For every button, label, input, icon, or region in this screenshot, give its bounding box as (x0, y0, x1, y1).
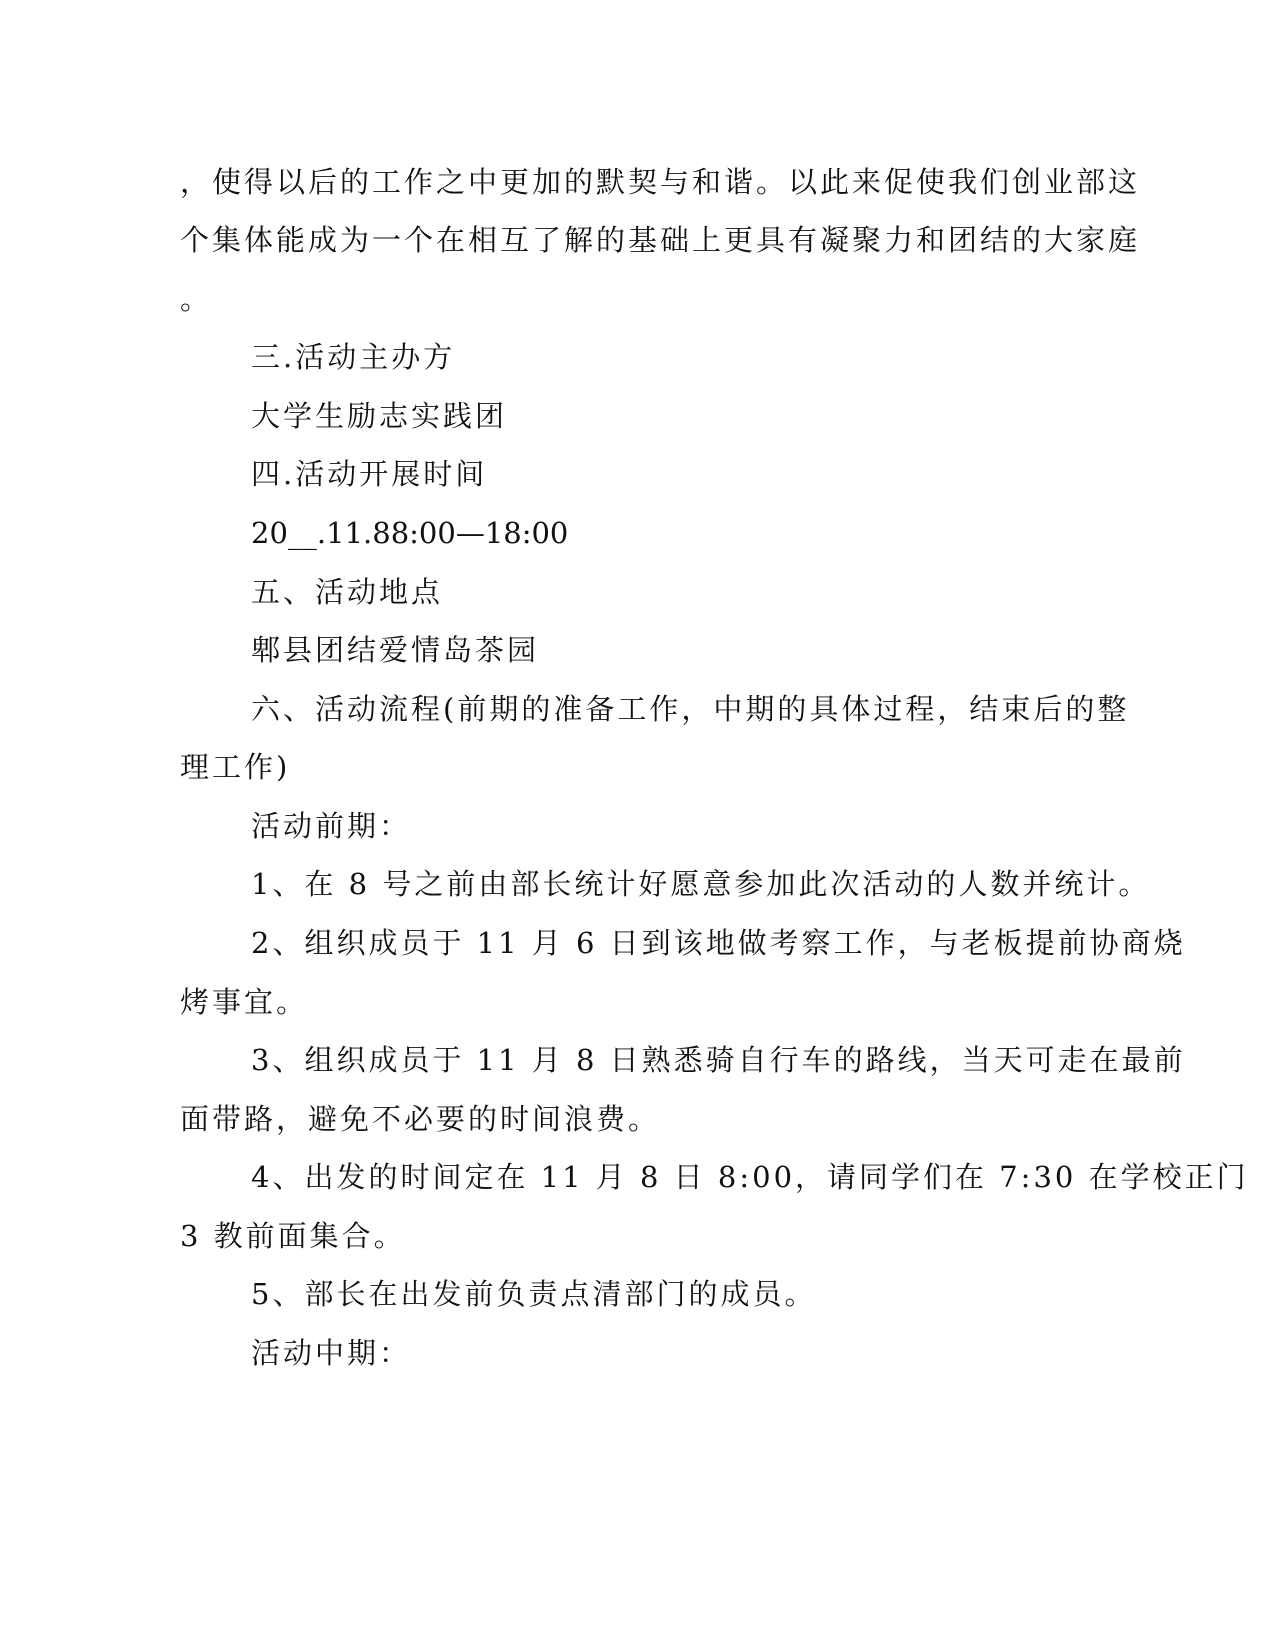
list-item-continuation: 面带路，避免不必要的时间浪费。 (180, 1102, 661, 1136)
list-item: 4、出发的时间定在 11 月 8 日 8:00，请同学们在 7:30 在学校正门 (251, 1160, 1249, 1194)
list-item: 3、组织成员于 11 月 8 日熟悉骑自行车的路线，当天可走在最前 (251, 1043, 1186, 1077)
subsection-heading: 活动前期： (251, 809, 412, 843)
subsection-heading: 活动中期： (251, 1336, 412, 1370)
paragraph-line: ，使得以后的工作之中更加的默契与和谐。以此来促使我们创业部这 (180, 165, 1141, 199)
section-heading: 四.活动开展时间 (251, 457, 488, 491)
paragraph-line: 郫县团结爱情岛茶园 (251, 633, 540, 667)
paragraph-line: 理工作) (180, 750, 291, 784)
list-item-continuation: 3 教前面集合。 (180, 1219, 406, 1253)
section-heading: 五、活动地点 (251, 575, 444, 609)
paragraph-line: 。 (180, 282, 213, 316)
paragraph-line: 20__.11.88:00—18:00 (251, 516, 569, 550)
list-item: 1、在 8 号之前由部长统计好愿意参加此次活动的人数并统计。 (251, 867, 1151, 901)
section-heading: 三.活动主办方 (251, 340, 456, 374)
paragraph-line: 个集体能成为一个在相互了解的基础上更具有凝聚力和团结的大家庭 (180, 223, 1141, 257)
list-item: 5、部长在出发前负责点清部门的成员。 (251, 1277, 817, 1311)
section-heading: 六、活动流程(前期的准备工作，中期的具体过程，结束后的整 (251, 692, 1130, 726)
list-item-continuation: 烤事宜。 (180, 985, 309, 1019)
list-item: 2、组织成员于 11 月 6 日到该地做考察工作，与老板提前协商烧 (251, 926, 1186, 960)
paragraph-line: 大学生励志实践团 (251, 399, 508, 433)
